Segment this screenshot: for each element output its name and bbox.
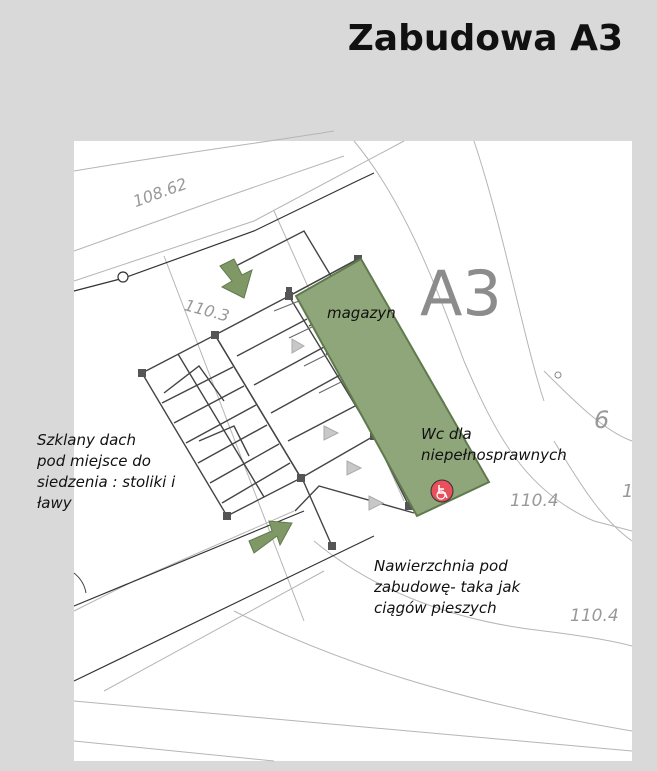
- surface-note: [374, 556, 520, 619]
- wc-label-line: niepełnosprawnych: [421, 446, 567, 464]
- elevation-label: 110.3: [182, 295, 232, 326]
- elevation-label: 110.4: [510, 491, 559, 511]
- boundary-lines: [74, 173, 374, 681]
- glass-roof-note-line: Szklany dach: [37, 431, 137, 449]
- survey-point-icon: [118, 272, 128, 282]
- wc-label: [421, 424, 567, 466]
- wc-label-line: Wc dla: [421, 425, 472, 443]
- survey-point-icon: [555, 372, 561, 378]
- elevation-label: 6: [594, 406, 610, 434]
- glass-roof-note-line: ławy: [37, 494, 72, 512]
- surface-note-line: zabudowę- taka jak: [374, 578, 521, 596]
- storage-label: magazyn: [327, 304, 396, 322]
- surface-note-line: ciągów pieszych: [374, 599, 497, 617]
- entry-arrow-icon: [249, 521, 292, 553]
- surface-note-line: Nawierzchnia pod: [374, 557, 508, 575]
- glass-roof-note-line: pod miejsce do: [37, 452, 151, 470]
- glass-roof-note-line: siedzenia : stoliki i: [37, 473, 176, 491]
- glass-roof-note: [37, 430, 175, 514]
- survey-arc: [74, 573, 86, 593]
- elevation-label: 110.4: [570, 606, 619, 626]
- page-title: Zabudowa A3: [347, 18, 623, 59]
- entry-arrow-icon: [220, 259, 252, 298]
- elevation-label: 1: [622, 481, 634, 502]
- elevation-label: 108.62: [130, 173, 190, 212]
- zone-label: A3: [420, 257, 502, 330]
